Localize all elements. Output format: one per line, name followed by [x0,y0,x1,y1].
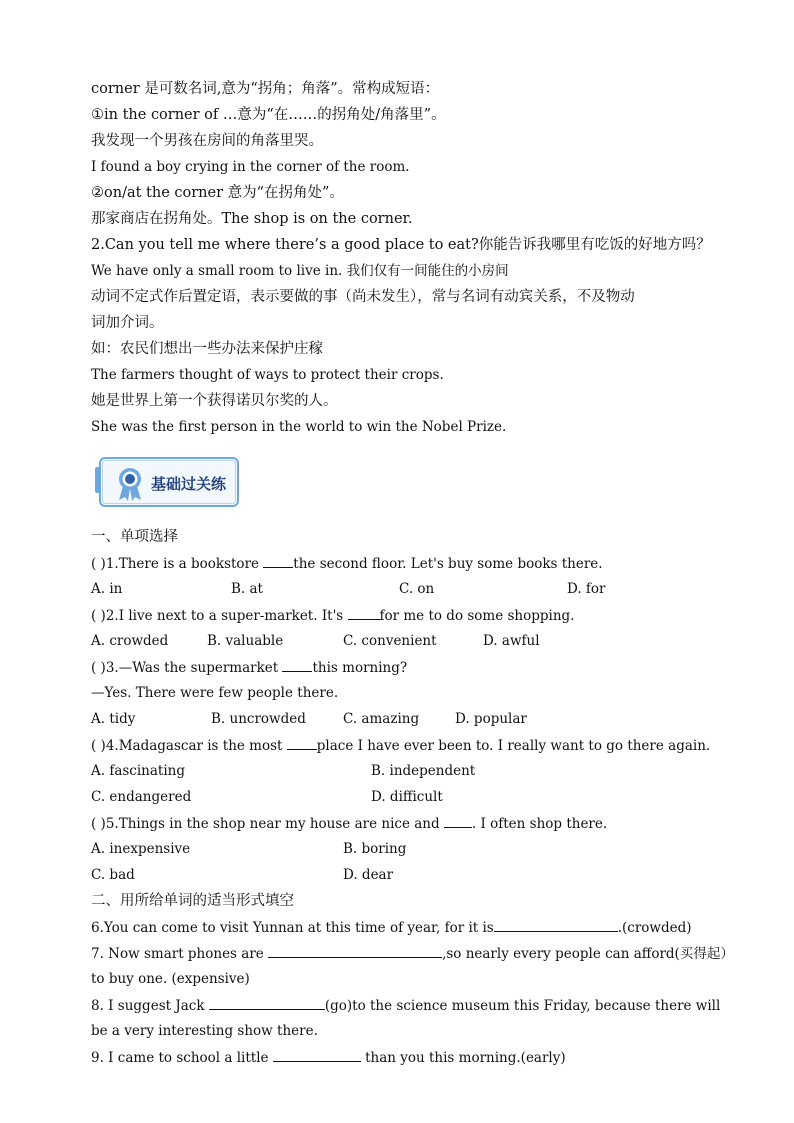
answer-blank-8[interactable] [209,996,325,1010]
q4-option-a: A. fascinating [91,763,186,779]
intro-line-12: The farmers thought of ways to protect their crops. [91,367,444,383]
answer-blank-1[interactable] [263,554,293,568]
answer-blank-7[interactable] [268,944,442,958]
q2-option-d: D. awful [483,633,540,649]
q4-option-b: B. independent [371,763,476,779]
answer-blank-4[interactable] [287,736,317,750]
intro-line-13: 她是世界上第一个获得诺贝尔奖的人。 [91,393,338,409]
question-1: ( )1.There is a bookstore the second floor. Let's buy some books there. [91,556,603,572]
q2-option-b: B. valuable [207,633,284,649]
intro-line-8: We have only a small room to live in. 我们仅有一间能住的小房间 [91,263,509,279]
question-7-continued: to buy one. (expensive) [91,971,250,987]
question-9: 9. I came to school a little than you this morning.(early) [91,1050,566,1066]
q3-answer-line: —Yes. There were few people there. [91,685,339,701]
q3-option-d: D. popular [455,711,527,727]
answer-blank-2[interactable] [348,606,380,620]
intro-line-5: ②on/at the corner 意为“在拐角处”。 [91,185,344,201]
q1-option-a: A. in [91,581,123,597]
section1-heading: 一、单项选择 [91,529,178,545]
question-8-continued: be a very interesting show there. [91,1023,318,1039]
question-6: 6.You can come to visit Yunnan at this time of year, for it is .(crowded) [91,920,692,936]
q2-option-c: C. convenient [343,633,437,649]
question-2: ( )2.I live next to a super-market. It's for me to do some shopping. [91,608,575,624]
q5-option-d: D. dear [343,867,394,883]
question-7: 7. Now smart phones are ,so nearly every people can afford(买得起） [91,946,734,962]
q4-option-d: D. difficult [371,789,443,805]
q1-option-d: D. for [567,581,606,597]
badge-box [99,457,239,507]
question-8: 8. I suggest Jack (go)to the science museum this Friday, because there will [91,998,721,1014]
answer-blank-3[interactable] [282,658,312,672]
answer-blank-9[interactable] [273,1048,361,1062]
q5-option-c: C. bad [91,867,135,883]
q5-option-b: B. boring [343,841,407,857]
q2-option-a: A. crowded [91,633,169,649]
intro-line-14: She was the first person in the world to win the Nobel Prize. [91,419,507,435]
answer-blank-5[interactable] [444,814,472,828]
intro-line-3: 我发现一个男孩在房间的角落里哭。 [91,133,323,149]
q3-option-b: B. uncrowded [211,711,306,727]
q3-option-c: C. amazing [343,711,420,727]
question-4: ( )4.Madagascar is the most place I have ever been to. I really want to go there again. [91,738,711,754]
answer-blank-6[interactable] [494,918,618,932]
medal-icon [115,466,145,502]
intro-line-11: 如：农民们想出一些办法来保护庄稼 [91,341,323,357]
q3-option-a: A. tidy [91,711,136,727]
intro-line-1: corner 是可数名词,意为“拐角；角落”。常构成短语： [91,81,440,97]
intro-line-9: 动词不定式作后置定语，表示要做的事（尚未发生），常与名词有动宾关系，不及物动 [91,289,635,305]
section2-heading: 二、用所给单词的适当形式填空 [91,893,294,909]
question-3: ( )3.—Was the supermarket this morning? [91,660,408,676]
intro-line-6: 那家商店在拐角处。The shop is on the corner. [91,211,413,227]
intro-line-2: ①in the corner of …意为“在……的拐角处/角落里”。 [91,107,446,123]
intro-line-7: 2.Can you tell me where there’s a good place to eat?你能告诉我哪里有吃饭的好地方吗？ [91,237,711,253]
intro-line-4: I found a boy crying in the corner of the room. [91,159,410,175]
q5-option-a: A. inexpensive [91,841,191,857]
q4-option-c: C. endangered [91,789,192,805]
badge-title: 基础过关练 [151,475,227,493]
intro-line-10: 词加介词。 [91,315,164,331]
section-badge [95,453,237,507]
question-5: ( )5.Things in the shop near my house are nice and . I often shop there. [91,816,608,832]
q1-option-b: B. at [231,581,263,597]
q1-option-c: C. on [399,581,435,597]
